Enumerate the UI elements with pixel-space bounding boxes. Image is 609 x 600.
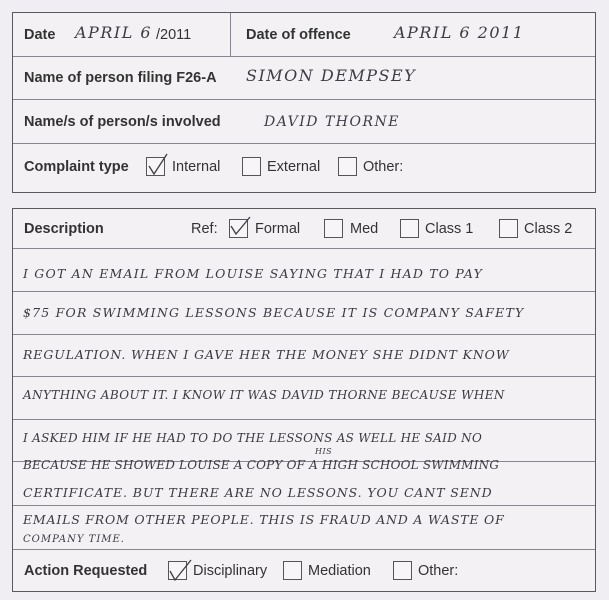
formal-label: Formal xyxy=(255,221,301,237)
med-label: Med xyxy=(350,221,379,237)
disciplinary-checkbox[interactable] xyxy=(168,561,187,580)
description-line: REGULATION. WHEN I GAVE HER THE MONEY SHE DIDNT KNOW xyxy=(23,347,510,362)
date-label: Date xyxy=(24,27,56,43)
action-requested-row xyxy=(13,549,595,591)
ref-label: Ref: xyxy=(191,221,218,237)
class2-checkbox[interactable] xyxy=(499,219,518,238)
formal-checkbox[interactable] xyxy=(229,219,248,238)
description-header-row xyxy=(13,209,595,249)
ruled-line xyxy=(13,505,595,506)
involved-value[interactable]: DAVID THORNE xyxy=(264,114,400,130)
ruled-line xyxy=(13,376,595,377)
date-year: /2011 xyxy=(156,27,192,43)
description-line: $75 FOR SWIMMING LESSONS BECAUSE IT IS COMPANY SAFETY xyxy=(23,305,525,320)
ruled-line xyxy=(13,334,595,335)
offence-date-label: Date of offence xyxy=(246,27,351,43)
description-label: Description xyxy=(24,221,104,237)
other-checkbox[interactable] xyxy=(338,157,357,176)
involved-row xyxy=(13,100,595,144)
check-mark-icon xyxy=(145,152,169,178)
mediation-checkbox[interactable] xyxy=(283,561,302,580)
complaint-type-row xyxy=(13,144,595,192)
involved-label: Name/s of person/s involved xyxy=(24,114,221,130)
date-divider xyxy=(230,13,231,56)
description-line: I GOT AN EMAIL FROM LOUISE SAYING THAT I HAD TO PAY xyxy=(23,266,484,281)
action-other-label: Other: xyxy=(418,563,459,579)
action-other-checkbox[interactable] xyxy=(393,561,412,580)
offence-date-value[interactable]: APRIL 6 2011 xyxy=(394,23,525,42)
external-label: External xyxy=(267,159,321,175)
action-requested-label: Action Requested xyxy=(24,563,148,579)
filer-value[interactable]: SIMON DEMPSEY xyxy=(246,66,417,85)
description-section xyxy=(12,208,596,592)
ruled-line xyxy=(13,419,595,420)
check-mark-icon xyxy=(167,556,191,582)
description-line: EMAILS FROM OTHER PEOPLE. THIS IS FRAUD AND A WASTE OF xyxy=(23,512,505,527)
mediation-label: Mediation xyxy=(308,563,371,579)
med-checkbox[interactable] xyxy=(324,219,343,238)
description-line: ANYTHING ABOUT IT. I KNOW IT WAS DAVID THORNE BECAUSE WHEN xyxy=(23,388,505,402)
external-checkbox[interactable] xyxy=(242,157,261,176)
internal-label: Internal xyxy=(172,159,221,175)
description-line: COMPANY TIME. xyxy=(23,534,125,545)
class1-label: Class 1 xyxy=(425,221,474,237)
ruled-line xyxy=(13,291,595,292)
date-value[interactable]: APRIL 6 xyxy=(75,23,153,42)
check-mark-icon xyxy=(228,214,252,240)
description-line: I ASKED HIM IF HE HAD TO DO THE LESSONS AS WELL HE SAID NO xyxy=(23,431,483,445)
filer-label: Name of person filing F26-A xyxy=(24,70,217,86)
internal-checkbox[interactable] xyxy=(146,157,165,176)
complaint-header-section xyxy=(12,12,596,193)
disciplinary-label: Disciplinary xyxy=(193,563,268,579)
date-row xyxy=(13,13,595,57)
description-line: BECAUSE HE SHOWED LOUISE A COPY OF A HIGH SCHOOL SWIMMING xyxy=(23,458,500,472)
complaint-type-label: Complaint type xyxy=(24,159,129,175)
class1-checkbox[interactable] xyxy=(400,219,419,238)
description-line: CERTIFICATE. BUT THERE ARE NO LESSONS. YOU CANT SEND xyxy=(23,485,493,500)
other-label: Other: xyxy=(363,159,404,175)
class2-label: Class 2 xyxy=(524,221,573,237)
filer-row xyxy=(13,57,595,100)
insert-word: HIS xyxy=(315,447,333,456)
